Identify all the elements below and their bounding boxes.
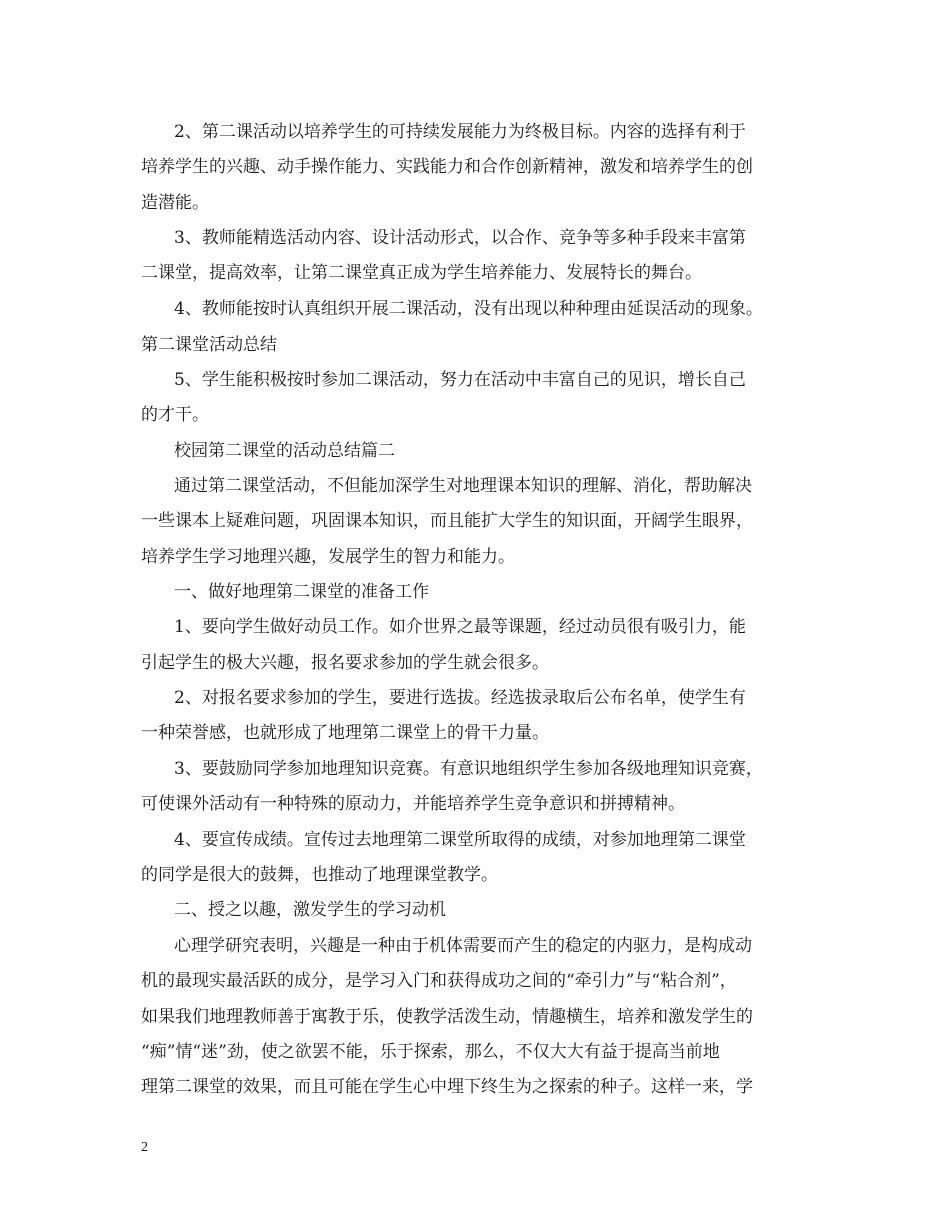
text-line: “痴”情“迷”劲，使之欲罢不能，乐于探索，那么，不仅大大有益于提高当前地 (141, 1042, 720, 1062)
text-line: 的同学是很大的鼓舞，也推动了地理课堂教学。 (141, 865, 498, 885)
text-line: 引起学生的极大兴趣，报名要求参加的学生就会很多。 (141, 653, 549, 673)
text-line: 造潜能。 (141, 193, 209, 213)
text-line: 2、对报名要求参加的学生，要进行选拔。经选拔录取后公布名单，使学生有 (174, 688, 746, 708)
text-line: 可使课外活动有一种特殊的原动力，并能培养学生竞争意识和拼搏精神。 (141, 794, 685, 814)
text-line: 心理学研究表明，兴趣是一种由于机体需要而产生的稳定的内驱力，是构成动 (174, 936, 752, 956)
text-line: 5、学生能积极按时参加二课活动，努力在活动中丰富自己的见识，增长自己 (174, 370, 746, 390)
text-line: 1、要向学生做好动员工作。如介世界之最等课题，经过动员很有吸引力，能 (174, 617, 746, 637)
page-number: 2 (141, 1140, 148, 1155)
section-heading: 校园第二课堂的活动总结篇二 (174, 441, 395, 461)
text-line: 机的最现实最活跃的成分，是学习入门和获得成功之间的“牵引力”与“粘合剂”， (141, 971, 737, 991)
text-line: 2、第二课活动以培养学生的可持续发展能力为终极目标。内容的选择有利于 (174, 122, 746, 142)
text-line: 二课堂，提高效率，让第二课堂真正成为学生培养能力、发展特长的舞台。 (141, 263, 702, 283)
text-line: 一些课本上疑难问题，巩固课本知识，而且能扩大学生的知识面，开阔学生眼界， (141, 511, 753, 531)
section-heading: 二、授之以趣，激发学生的学习动机 (174, 900, 446, 920)
section-heading: 一、做好地理第二课堂的准备工作 (174, 582, 429, 602)
text-line: 如果我们地理教师善于寓教于乐，使教学活泼生动，情趣横生，培养和激发学生的 (141, 1007, 753, 1027)
text-line: 3、教师能精选活动内容、设计活动形式，以合作、竞争等多种手段来丰富第 (174, 228, 746, 248)
text-line: 培养学生的兴趣、动手操作能力、实践能力和合作创新精神，激发和培养学生的创 (141, 157, 753, 177)
text-line: 理第二课堂的效果，而且可能在学生心中埋下终生为之探索的种子。这样一来，学 (141, 1077, 753, 1097)
text-line: 通过第二课堂活动，不但能加深学生对地理课本知识的理解、消化，帮助解决 (174, 476, 752, 496)
text-line: 4、要宣传成绩。宣传过去地理第二课堂所取得的成绩，对参加地理第二课堂 (174, 830, 746, 850)
text-line: 的才干。 (141, 405, 209, 425)
text-line: 3、要鼓励同学参加地理知识竞赛。有意识地组织学生参加各级地理知识竞赛， (174, 759, 763, 779)
text-line: 4、教师能按时认真组织开展二课活动，没有出现以种种理由延误活动的现象。 (174, 299, 763, 319)
text-line: 培养学生学习地理兴趣，发展学生的智力和能力。 (141, 547, 515, 567)
text-line: 一种荣誉感，也就形成了地理第二课堂上的骨干力量。 (141, 723, 549, 743)
text-line: 第二课堂活动总结 (141, 335, 277, 355)
